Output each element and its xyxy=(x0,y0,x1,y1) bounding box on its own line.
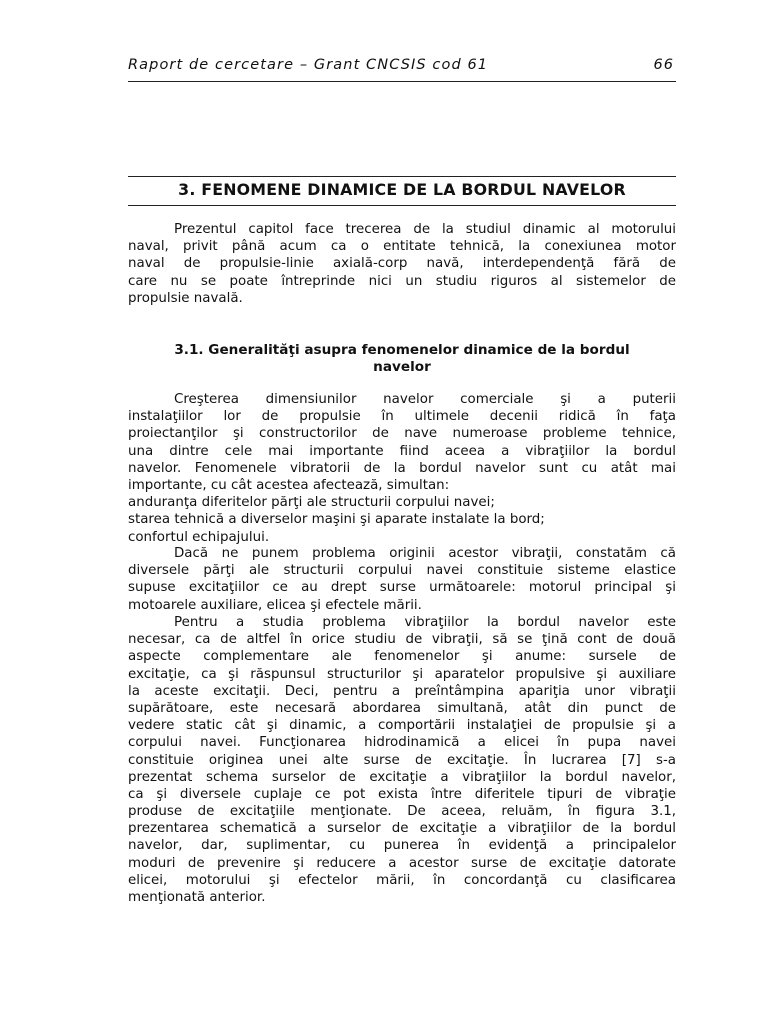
text-line: vedere static cât şi dinamic, a comportării instalaţiei de propulsie şi a xyxy=(128,718,676,734)
text-line: moduri de prevenire şi reducere a acestor surse de excitaţie datorate xyxy=(128,855,676,871)
text-line: menţionată anterior. xyxy=(128,890,266,905)
text-line: ca şi diversele cuplaje ce pot exista între diferitele tipuri de vibraţie xyxy=(128,786,676,802)
section-title-line: navelor xyxy=(373,359,431,376)
text-line: importante, cu cât acestea afectează, simultan: xyxy=(128,477,450,493)
list-item: anduranţa diferitelor părţi ale structurii corpului navei; xyxy=(128,495,495,511)
body-paragraph-2 xyxy=(128,545,676,614)
text-line: prezentarea schematică a surselor de excitaţie a vibraţiilor de la bordul xyxy=(128,821,676,837)
text-line: una dintre cele mai importante fiind aceea a vibraţiilor la bordul xyxy=(128,443,676,459)
text-line: constituie originea unei alte surse de excitaţie. În lucrarea [7] s-a xyxy=(128,752,676,768)
section-title-line: 3.1. Generalităţi asupra fenomenelor dinamice de la bordul xyxy=(174,342,630,358)
text-line: Prezentul capitol face trecerea de la studiul dinamic al motorului xyxy=(174,222,676,237)
text-line: Pentru a studia problema vibraţiilor la bordul navelor este xyxy=(174,615,676,630)
text-line: naval, privit până acum ca o entitate tehnică, la conexiunea motor xyxy=(128,239,676,255)
text-line: navelor. Fenomenele vibratorii de la bordul navelor sunt cu atât mai xyxy=(128,460,676,476)
text-line: propulsie navală. xyxy=(128,290,243,306)
text-line: supărătoare, este necesară abordarea simultană, atât din punct de xyxy=(128,700,676,716)
text-line: aspecte complementare ale fenomenelor şi anume: sursele de xyxy=(128,649,676,665)
text-line: corpului navei. Funcţionarea hidrodinamică a elicei în pupa navei xyxy=(128,735,676,751)
body-paragraph-1 xyxy=(128,391,676,546)
text-line: supuse excitaţiilor ce au drept surse următoarele: motorul principal şi xyxy=(128,580,676,596)
body-paragraph-3 xyxy=(128,614,676,906)
text-line: instalaţiilor lor de propulsie în ultimele decenii ridică în faţa xyxy=(128,409,676,425)
text-line: navelor, dar, suplimentar, cu punerea în evidenţă a principalelor xyxy=(128,838,676,854)
text-line: diversele părţi ale structurii corpului navei constituie sisteme elastice xyxy=(128,563,676,579)
text-line: motoarele auxiliare, elicea şi efectele mării. xyxy=(128,597,422,613)
text-line: produse de excitaţiile menţionate. De aceea, reluăm, în figura 3.1, xyxy=(128,804,676,820)
text-line: proiectanţilor şi constructorilor de nave numeroase probleme tehnice, xyxy=(128,426,676,442)
text-line: elicei, motorului şi efectelor mării, în concordanţă cu clasificarea xyxy=(128,872,676,888)
page-number: 66 xyxy=(653,57,674,73)
header-title: Raport de cercetare – Grant CNCSIS cod 61 xyxy=(128,57,489,73)
text-line: care nu se poate întreprinde nici un studiu riguros al sistemelor de xyxy=(128,273,676,289)
text-line: la aceste excitaţii. Deci, pentru a preîntâmpina apariţia unor vibraţii xyxy=(128,683,676,699)
text-line: prezentat schema surselor de excitaţie a vibraţiilor la bordul navelor, xyxy=(128,769,676,785)
text-line: Creşterea dimensiunilor navelor comerciale şi a puterii xyxy=(174,392,676,407)
section-heading xyxy=(128,342,676,376)
intro-paragraph xyxy=(128,221,676,307)
chapter-title: 3. FENOMENE DINAMICE DE LA BORDUL NAVELOR xyxy=(178,180,626,199)
text-line: excitaţie, ca şi răspunsul structurilor şi aparatelor propulsive şi auxiliare xyxy=(128,666,676,682)
list-item: confortul echipajului. xyxy=(128,529,270,545)
list-item: starea tehnică a diverselor maşini şi aparate instalate la bord; xyxy=(128,512,545,528)
chapter-heading xyxy=(128,176,676,206)
text-line: naval de propulsie-linie axială-corp navă, interdependenţă fără de xyxy=(128,256,676,272)
text-line: necesar, ca de altfel în orice studiu de vibraţii, să se ţină cont de două xyxy=(128,632,676,648)
text-line: Dacă ne punem problema originii acestor vibraţii, constatăm că xyxy=(174,546,676,561)
running-header xyxy=(128,57,676,82)
